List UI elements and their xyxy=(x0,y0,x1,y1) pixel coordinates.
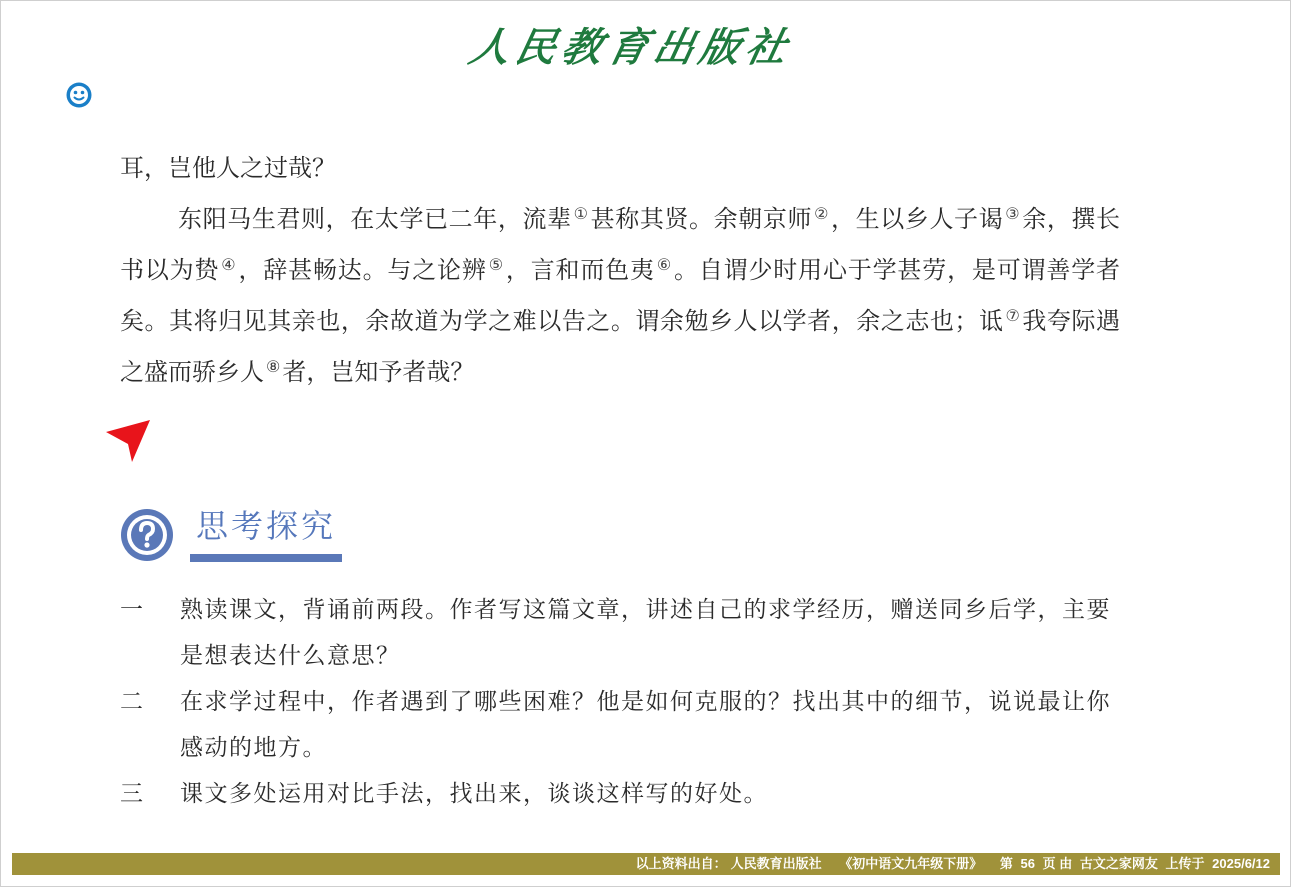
footnote-marker[interactable]: ④ xyxy=(221,255,237,274)
question-number: 三 xyxy=(120,781,145,807)
passage-segment: 余，撰长书以为贽 xyxy=(120,205,1121,284)
red-arrow-cursor-icon xyxy=(104,418,154,464)
question-item xyxy=(120,679,1120,771)
question-text: 熟读课文，背诵前两段。作者写这篇文章，讲述自己的求学经历，赠送同乡后学，主要是想表达什么意思？ xyxy=(180,597,1111,669)
footer-page-suffix: 页 由 xyxy=(1042,856,1073,871)
footer-page-number: 56 xyxy=(1020,856,1035,871)
section-title: 思考探究 xyxy=(196,507,337,545)
section-underline xyxy=(190,554,342,562)
passage-segment: 。自谓少时用心于学甚劳，是可谓善学者矣。其将归见其亲也，余故道为学之难以告之。谓余勉乡人以学者，余之志也；诋 xyxy=(120,256,1121,335)
passage-text xyxy=(120,145,1120,395)
source-footer xyxy=(12,853,1280,875)
footnote-marker[interactable]: ⑤ xyxy=(488,255,504,274)
smiley-face-icon[interactable] xyxy=(64,80,94,110)
passage-segment: 东阳马生君则，在太学已二年，流辈 xyxy=(178,205,572,233)
passage-segment: ，辞甚畅达。与之论辨 xyxy=(238,256,487,284)
question-item xyxy=(120,587,1120,679)
passage-segment: ，生以乡人子谒 xyxy=(831,205,1004,233)
question-text: 课文多处运用对比手法，找出来，谈谈这样写的好处。 xyxy=(180,781,768,807)
question-number: 二 xyxy=(120,689,145,715)
footnote-marker[interactable]: ② xyxy=(814,204,830,223)
passage-segment: 甚称其贤。余朝京师 xyxy=(590,205,813,233)
footer-date: 2025/6/12 xyxy=(1212,856,1270,871)
footer-page-prefix: 第 xyxy=(999,856,1013,871)
passage-line-continued: 耳，岂他人之过哉？ xyxy=(120,154,336,182)
question-list xyxy=(120,587,1120,817)
question-mark-icon xyxy=(118,506,176,564)
footer-book-title[interactable]: 《初中语文九年级下册》 xyxy=(839,856,983,871)
footnote-marker[interactable]: ⑦ xyxy=(1005,306,1021,325)
passage-segment: 我夸际遇之盛而骄乡人 xyxy=(120,307,1121,386)
passage-segment: ，言和而色夷 xyxy=(505,256,655,284)
footer-publisher[interactable]: 人民教育出版社 xyxy=(730,856,822,871)
section-header xyxy=(118,506,358,566)
passage-segment: 者，岂知予者哉？ xyxy=(282,358,475,386)
footnote-marker[interactable]: ③ xyxy=(1005,204,1021,223)
footnote-marker[interactable]: ⑧ xyxy=(266,357,281,376)
footer-uploader[interactable]: 古文之家网友 xyxy=(1079,856,1158,871)
publisher-logo: 人民教育出版社 xyxy=(465,24,798,71)
question-text: 在求学过程中，作者遇到了哪些困难？他是如何克服的？找出其中的细节，说说最让你感动的地方。 xyxy=(180,689,1111,761)
footnote-marker[interactable]: ⑥ xyxy=(656,255,673,274)
question-number: 一 xyxy=(120,597,145,623)
question-item xyxy=(120,771,1120,817)
footnote-marker[interactable]: ① xyxy=(573,204,589,223)
footer-source-label: 以上资料出自： xyxy=(635,856,727,871)
footer-upload-label: 上传于 xyxy=(1165,856,1205,871)
passage-paragraph xyxy=(120,191,1120,395)
